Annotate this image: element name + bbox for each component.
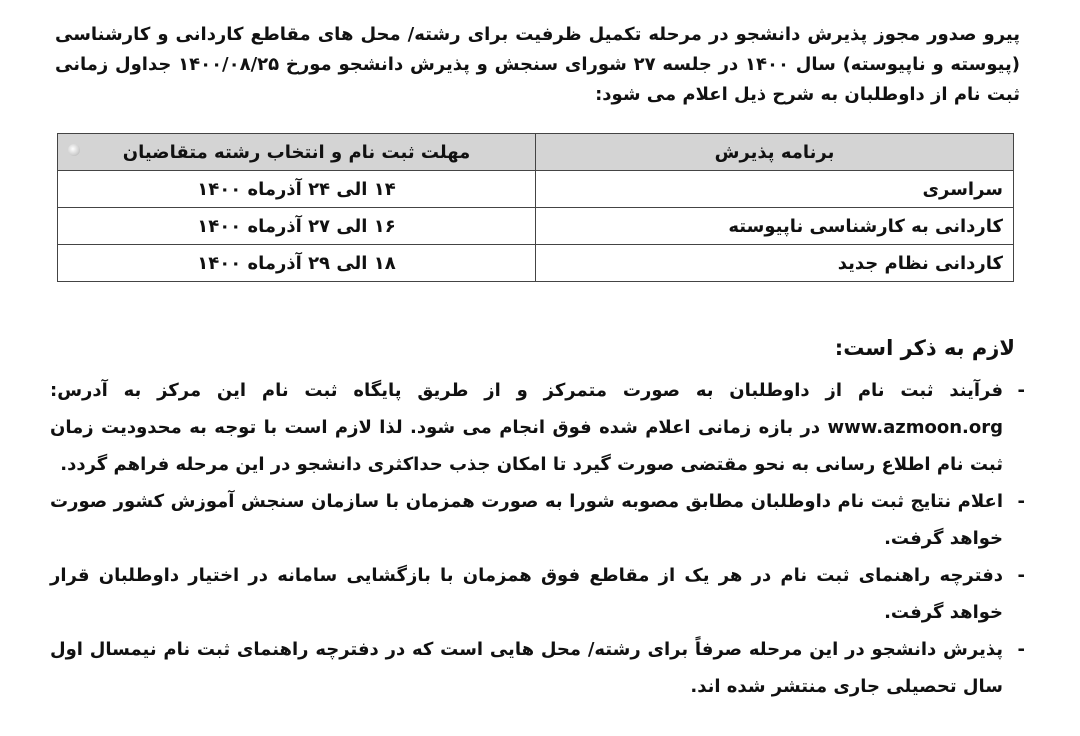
dash-bullet: - [1017, 639, 1025, 660]
note-item [50, 557, 1025, 631]
program-cell: سراسری [536, 171, 1014, 208]
intro-paragraph: پیرو صدور مجوز پذیرش دانشجو در مرحله تکمیل ظرفیت برای رشته/ محل های مقاطع کاردانی و کارشناسی (پیوسته و ناپیوسته) سال ۱۴۰۰ در جلسه ۲۷ شورای سنجش و پذیرش دانشجو مورخ ۱۴۰۰/۰۸/۲۵ جداول زمانی ثبت نام از داوطلبان به شرح ذیل اعلام می شود: [55, 24, 1020, 105]
notes-heading: لازم به ذکر است: [834, 336, 1015, 360]
deadline-cell: ۱۶ الی ۲۷ آذرماه ۱۴۰۰ [58, 208, 536, 245]
table-row [58, 171, 1014, 208]
note-item [50, 483, 1025, 557]
note-item [50, 631, 1025, 705]
deadline-cell: ۱۴ الی ۲۴ آذرماه ۱۴۰۰ [58, 171, 536, 208]
program-cell: کاردانی به کارشناسی ناپیوسته [536, 208, 1014, 245]
dash-bullet: - [1017, 380, 1025, 401]
dot-icon [68, 144, 80, 156]
note-item [50, 372, 1025, 483]
header-program: برنامه پذیرش [536, 134, 1014, 171]
notes-list [50, 372, 1025, 705]
header-deadline-label: مهلت ثبت نام و انتخاب رشته متقاضیان [122, 141, 471, 163]
table-row [58, 245, 1014, 282]
header-deadline [58, 134, 536, 171]
note-text: پذیرش دانشجو در این مرحله صرفاً برای رشته/ محل هایی است که در دفترچه راهنمای ثبت نام نیمسال اول سال تحصیلی جاری منتشر شده اند. [50, 639, 1003, 697]
dash-bullet: - [1017, 491, 1025, 512]
registration-schedule-table [57, 133, 1014, 282]
note-text: دفترچه راهنمای ثبت نام در هر یک از مقاطع فوق همزمان با بازگشایی سامانه در اختیار داوطلبان قرار خواهد گرفت. [50, 565, 1003, 623]
deadline-cell: ۱۸ الی ۲۹ آذرماه ۱۴۰۰ [58, 245, 536, 282]
program-cell: کاردانی نظام جدید [536, 245, 1014, 282]
note-text: فرآیند ثبت نام از داوطلبان به صورت متمرکز و از طریق پایگاه ثبت نام این مرکز به آدرس: [50, 380, 1003, 401]
note-text: اعلام نتایج ثبت نام داوطلبان مطابق مصوبه شورا به صورت همزمان با سازمان سنجش آموزش کشور صورت خواهد گرفت. [50, 491, 1003, 549]
note-text: در بازه زمانی اعلام شده فوق انجام می شود. لذا لازم است با توجه به محدودیت زمان ثبت نام اطلاع رسانی به نحو مقتضی صورت گیرد تا امکان جذب حداکثری دانشجو در این مرحله فراهم گردد. [50, 417, 1003, 475]
table-header-row [58, 134, 1014, 171]
dash-bullet: - [1017, 565, 1025, 586]
website-link[interactable]: www.azmoon.org [827, 417, 1003, 438]
table-row [58, 208, 1014, 245]
